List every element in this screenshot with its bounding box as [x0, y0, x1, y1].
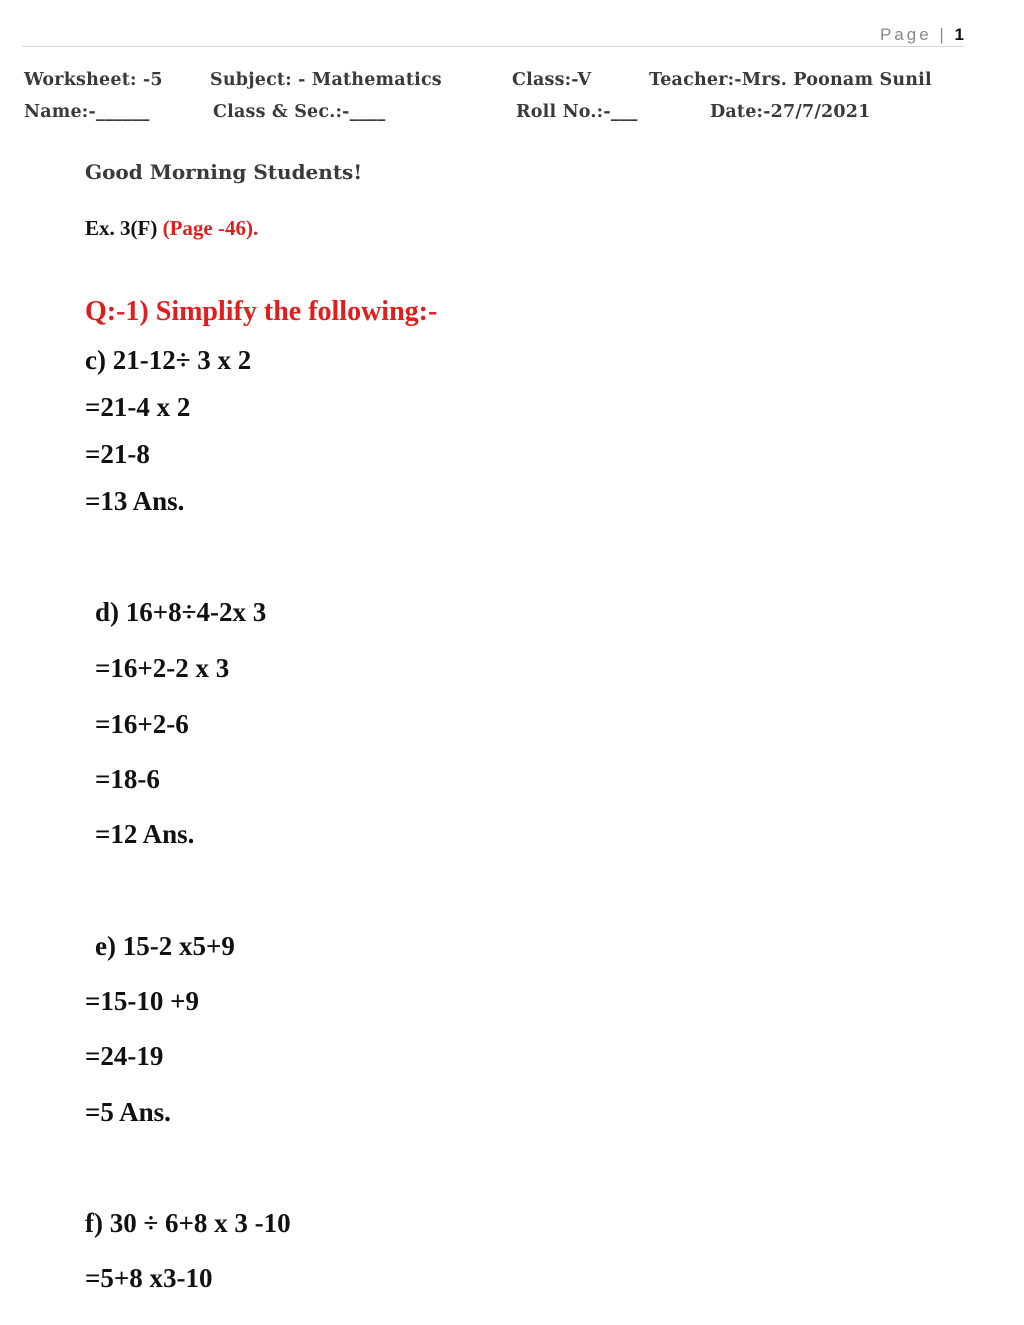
problem-f-line: =5+8 x3-10 — [85, 1263, 213, 1293]
class-label: Class:-V — [512, 70, 592, 90]
worksheet-label: Worksheet: -5 — [24, 70, 163, 90]
roll-no-field: Roll No.:-___ — [516, 102, 638, 122]
subject-label: Subject: - Mathematics — [210, 70, 442, 90]
name-field: Name:-______ — [24, 102, 150, 122]
class-sec-field: Class & Sec.:-____ — [213, 102, 386, 122]
problem-c-line: =21-8 — [85, 439, 150, 469]
exercise-label: Ex. 3(F) — [85, 216, 158, 240]
problem-d-line: =16+2-6 — [95, 709, 189, 739]
problem-e-line: e) 15-2 x5+9 — [95, 931, 235, 961]
problem-c-line: =21-4 x 2 — [85, 392, 191, 422]
page-number — [880, 25, 964, 45]
page-label: Page | — [879, 25, 947, 44]
problem-d-line: =16+2-2 x 3 — [95, 653, 230, 683]
problem-e-line: =24-19 — [85, 1041, 164, 1071]
page-number-value: 1 — [954, 25, 964, 44]
problem-e-answer: =5 Ans. — [85, 1097, 171, 1127]
question-title: Q:-1) Simplify the following:- — [85, 296, 438, 327]
problem-d-line: =18-6 — [95, 764, 160, 794]
teacher-label: Teacher:-Mrs. Poonam Sunil — [649, 70, 932, 90]
problem-f-line: f) 30 ÷ 6+8 x 3 -10 — [85, 1208, 291, 1238]
problem-e-line: =15-10 +9 — [85, 986, 200, 1016]
problem-c-line: c) 21-12÷ 3 x 2 — [85, 345, 252, 375]
problem-d-answer: =12 Ans. — [95, 819, 195, 849]
header-rule — [22, 46, 964, 47]
date-label: Date:-27/7/2021 — [710, 102, 871, 122]
problem-c-answer: =13 Ans. — [85, 486, 185, 516]
greeting: Good Morning Students! — [85, 160, 363, 184]
exercise-page-ref: (Page -46). — [162, 216, 259, 240]
problem-d-line: d) 16+8÷4-2x 3 — [95, 597, 267, 627]
exercise-heading — [85, 216, 258, 241]
